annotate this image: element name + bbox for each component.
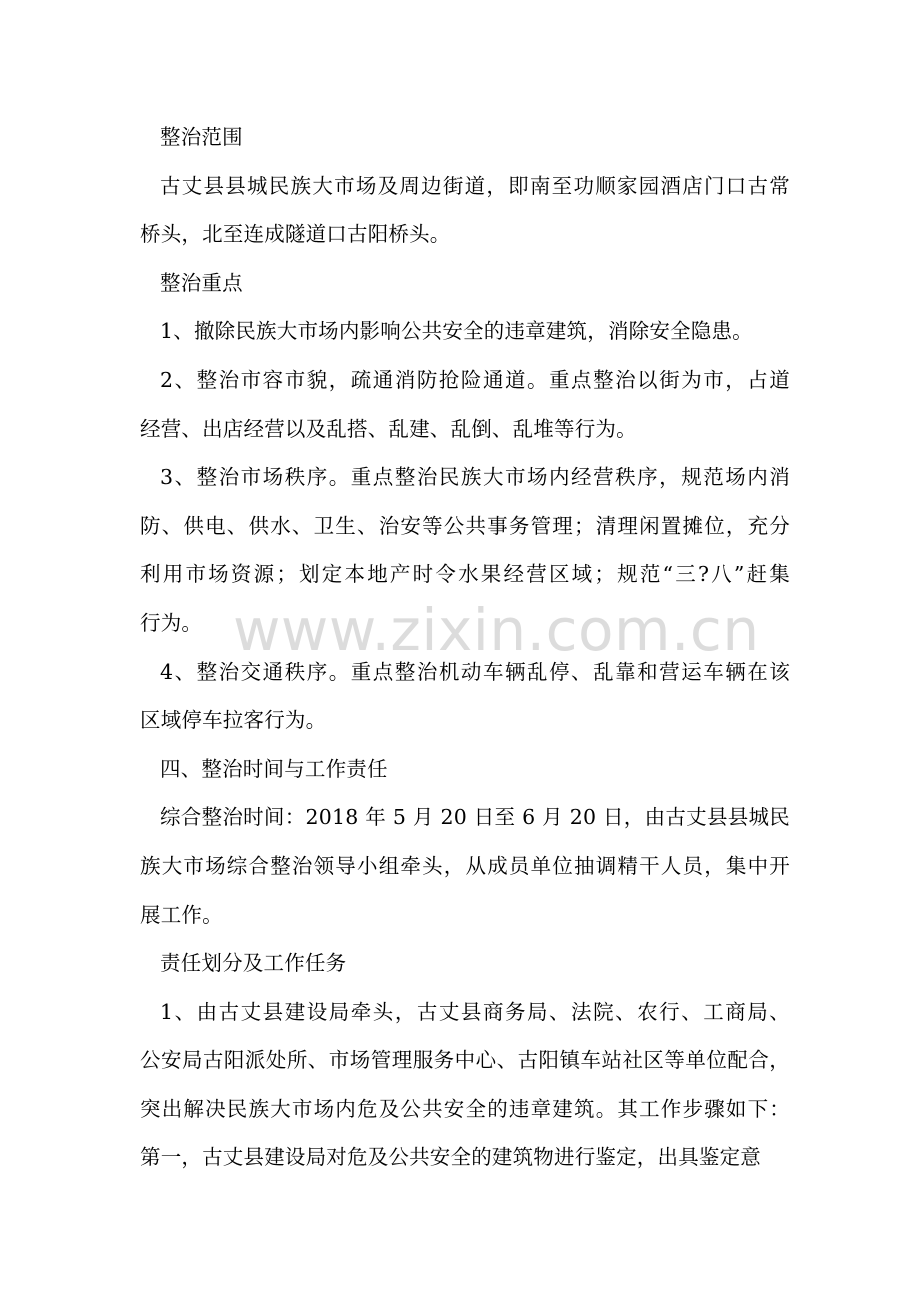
text-line: 经营、出店经营以及乱搭、乱建、乱倒、乱堆等行为。 [140,416,637,441]
text-line: 1、由古丈县建设局牵头，古丈县商务局、法院、农行、工商局、 [160,999,790,1024]
text-line: 整治重点 [160,270,243,295]
paragraph-focus-heading [140,259,790,308]
watermark: www.zixin.com.cn [233,596,760,664]
text-line: 整治范围 [160,125,243,149]
paragraph-focus-1 [140,307,790,356]
paragraph-focus-4 [140,648,790,745]
text-line: 四、整治时间与工作责任 [160,756,388,781]
paragraph-section-4-heading [140,745,790,794]
text-line: 2、整治市容市貌，疏通消防抢险通道。重点整治以街为市，占道 [160,367,790,392]
text-line: 桥头，北至连成隧道口古阳桥头。 [140,222,451,247]
text-line: 公安局古阳派处所、市场管理服务中心、古阳镇车站社区等单位配合， [140,1048,790,1073]
text-line: 展工作。 [140,902,223,927]
paragraph-scope-text [140,162,790,259]
paragraph-time-text [140,793,790,939]
text-line: 古丈县县城民族大市场及周边街道，即南至功顺家园酒店门口古常 [160,173,790,198]
text-line: 防、供电、供水、卫生、治安等公共事务管理；清理闲置摊位，充分 [140,513,790,538]
paragraph-scope-heading [140,113,790,162]
text-line: 责任划分及工作任务 [160,951,347,976]
text-line: 综合整治时间：2018 年 5 月 20 日至 6 月 20 日，由古丈县县城民 [160,805,790,830]
paragraph-focus-3 [140,453,790,647]
text-line: 利用市场资源；划定本地产时令水果经营区域；规范“三?八”赶集 [140,562,790,587]
text-line: 3、整治市场秩序。重点整治民族大市场内经营秩序，规范场内消 [160,465,790,490]
text-line: 区域停车拉客行为。 [140,708,327,733]
text-line: 族大市场综合整治领导小组牵头，从成员单位抽调精干人员，集中开 [140,853,790,878]
paragraph-duty-1 [140,988,790,1182]
text-line: 行为。 [140,610,203,635]
text-line: 第一，古丈县建设局对危及公共安全的建筑物进行鉴定，出具鉴定意 [140,1145,761,1170]
document-body [140,113,790,1182]
text-line: 突出解决民族大市场内危及公共安全的违章建筑。其工作步骤如下： [140,1096,790,1121]
paragraph-focus-2 [140,356,790,453]
paragraph-duty-heading [140,939,790,988]
text-line: 1、撤除民族大市场内影响公共安全的违章建筑，消除安全隐患。 [160,319,753,344]
text-line: 4、整治交通秩序。重点整治机动车辆乱停、乱靠和营运车辆在该 [160,659,790,684]
